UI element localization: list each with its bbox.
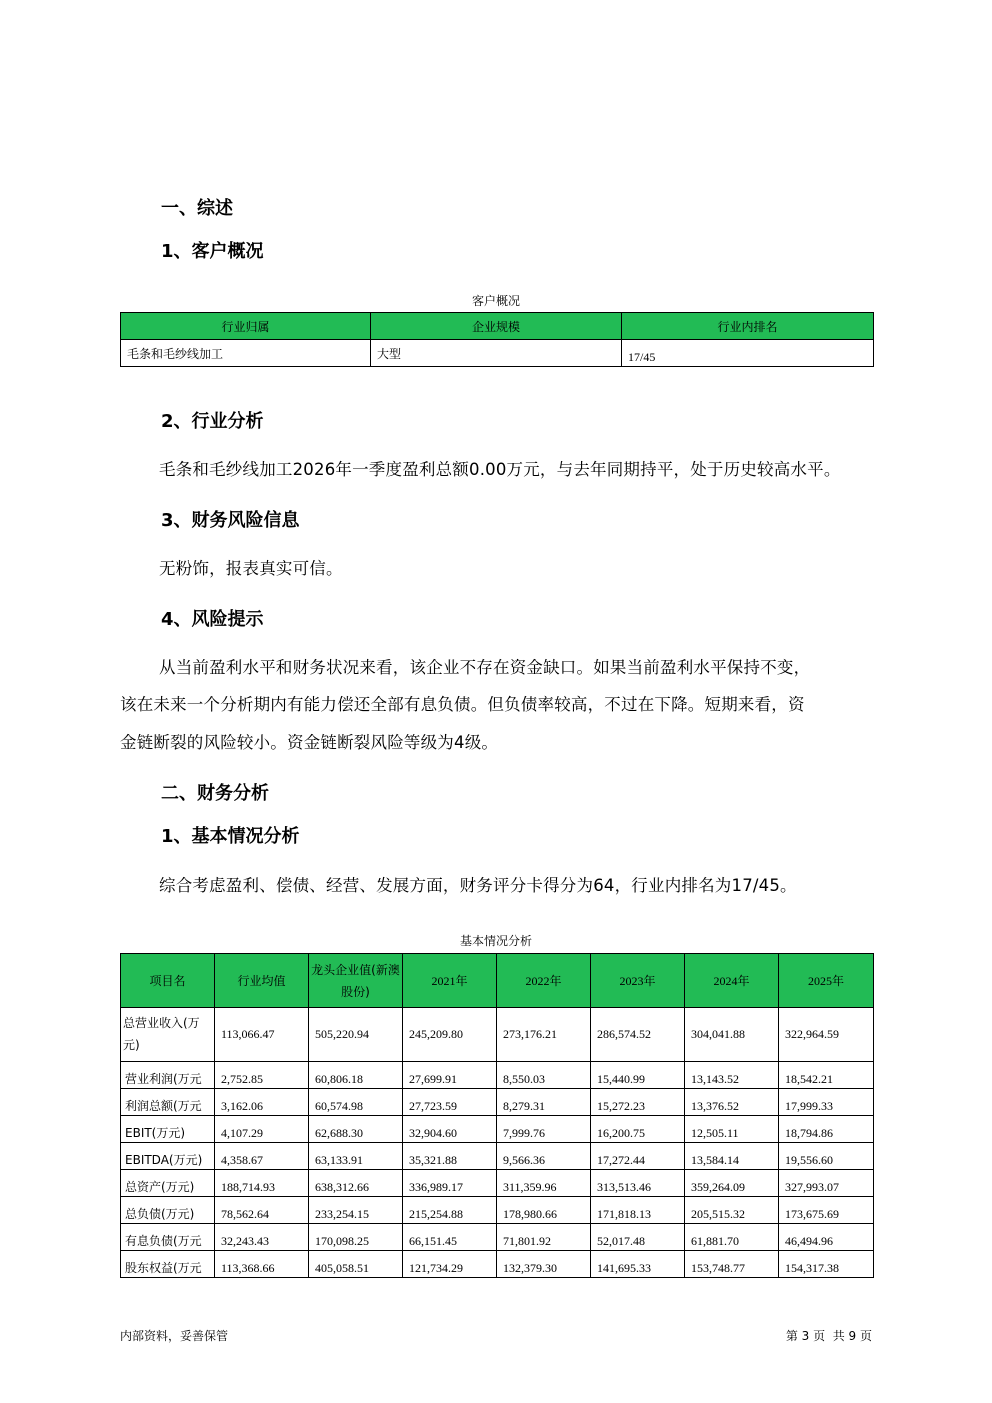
table-cell: 113,368.66 [215, 1251, 309, 1278]
table-cell: 113,066.47 [215, 1008, 309, 1062]
table-1-caption: 客户概况 [471, 294, 520, 308]
table-row [121, 1224, 874, 1251]
row-label: EBIT(万元) [121, 1116, 215, 1143]
table-cell: 273,176.21 [497, 1008, 591, 1062]
table-cell: 153,748.77 [685, 1251, 779, 1278]
table-cell: 313,513.46 [591, 1170, 685, 1197]
table-cell: 17,999.33 [779, 1089, 874, 1116]
header-2022: 2022年 [497, 954, 591, 1008]
table-cell: 3,162.06 [215, 1089, 309, 1116]
table-cell: 8,550.03 [497, 1062, 591, 1089]
header-industry: 行业归属 [121, 313, 371, 340]
financial-risk-text: 无粉饰，报表真实可信。 [159, 559, 343, 578]
table-row [121, 1197, 874, 1224]
basic-analysis-table [120, 953, 874, 1278]
header-industry-avg: 行业均值 [215, 954, 309, 1008]
table-cell: 121,734.29 [403, 1251, 497, 1278]
footer-page-number: 第 3 页 共 9 页 [785, 1329, 872, 1343]
header-2025: 2025年 [779, 954, 874, 1008]
table-cell: 4,107.29 [215, 1116, 309, 1143]
table-cell: 18,794.86 [779, 1116, 874, 1143]
table-row [121, 1251, 874, 1278]
table-cell: 336,989.17 [403, 1170, 497, 1197]
row-label: 营业利润(万元 [121, 1062, 215, 1089]
table-row [121, 1062, 874, 1089]
table-cell: 141,695.33 [591, 1251, 685, 1278]
table-cell: 60,574.98 [309, 1089, 403, 1116]
table-cell: 7,999.76 [497, 1116, 591, 1143]
table-cell: 245,209.80 [403, 1008, 497, 1062]
table-header-row [121, 954, 874, 1008]
row-label: 利润总额(万元 [121, 1089, 215, 1116]
subsection-1-3-heading: 3、财务风险信息 [161, 510, 300, 531]
header-scale: 企业规模 [371, 313, 622, 340]
cell-industry: 毛条和毛纱线加工 [121, 340, 371, 367]
table-cell: 154,317.38 [779, 1251, 874, 1278]
table-cell: 173,675.69 [779, 1197, 874, 1224]
header-leader-value: 龙头企业值(新澳股份) [309, 954, 403, 1008]
subsection-2-1-heading: 1、基本情况分析 [161, 826, 300, 847]
table-cell: 16,200.75 [591, 1116, 685, 1143]
table-cell: 188,714.93 [215, 1170, 309, 1197]
section-1-heading: 一、综述 [161, 198, 233, 219]
table-cell: 215,254.88 [403, 1197, 497, 1224]
table-cell: 27,699.91 [403, 1062, 497, 1089]
table-cell: 171,818.13 [591, 1197, 685, 1224]
header-2021: 2021年 [403, 954, 497, 1008]
header-2024: 2024年 [685, 954, 779, 1008]
customer-overview-table [120, 312, 874, 367]
table-cell: 405,058.51 [309, 1251, 403, 1278]
row-label: EBITDA(万元) [121, 1143, 215, 1170]
basic-analysis-text: 综合考虑盈利、偿债、经营、发展方面，财务评分卡得分为64，行业内排名为17/45。 [159, 876, 797, 895]
table-cell: 62,688.30 [309, 1116, 403, 1143]
table-cell: 32,243.43 [215, 1224, 309, 1251]
table-cell: 17,272.44 [591, 1143, 685, 1170]
table-cell: 233,254.15 [309, 1197, 403, 1224]
subsection-1-2-heading: 2、行业分析 [161, 411, 264, 432]
table-header-row [121, 313, 874, 340]
table-cell: 19,556.60 [779, 1143, 874, 1170]
row-label: 有息负债(万元 [121, 1224, 215, 1251]
table-cell: 13,584.14 [685, 1143, 779, 1170]
table-cell: 63,133.91 [309, 1143, 403, 1170]
risk-text-line-3: 金链断裂的风险较小。资金链断裂风险等级为4级。 [120, 733, 499, 752]
table-cell: 327,993.07 [779, 1170, 874, 1197]
row-label: 总资产(万元) [121, 1170, 215, 1197]
table-cell: 78,562.64 [215, 1197, 309, 1224]
table-cell: 4,358.67 [215, 1143, 309, 1170]
table-cell: 52,017.48 [591, 1224, 685, 1251]
table-cell: 15,272.23 [591, 1089, 685, 1116]
table-cell: 61,881.70 [685, 1224, 779, 1251]
cell-rank: 17/45 [622, 340, 874, 367]
table-cell: 13,376.52 [685, 1089, 779, 1116]
row-label: 总营业收入(万元) [121, 1008, 215, 1062]
table-cell: 2,752.85 [215, 1062, 309, 1089]
table-2-caption: 基本情况分析 [459, 934, 532, 948]
table-cell: 32,904.60 [403, 1116, 497, 1143]
table-cell: 170,098.25 [309, 1224, 403, 1251]
risk-text-line-1: 从当前盈利水平和财务状况来看，该企业不存在资金缺口。如果当前盈利水平保持不变， [159, 658, 811, 677]
table-cell: 311,359.96 [497, 1170, 591, 1197]
table-cell: 286,574.52 [591, 1008, 685, 1062]
table-cell: 8,279.31 [497, 1089, 591, 1116]
table-cell: 27,723.59 [403, 1089, 497, 1116]
table-cell: 35,321.88 [403, 1143, 497, 1170]
table-cell: 359,264.09 [685, 1170, 779, 1197]
table-cell: 178,980.66 [497, 1197, 591, 1224]
footer-confidential-note: 内部资料，妥善保管 [120, 1329, 229, 1343]
table-row [121, 1008, 874, 1062]
header-item: 项目名 [121, 954, 215, 1008]
row-label: 总负债(万元) [121, 1197, 215, 1224]
table-cell: 132,379.30 [497, 1251, 591, 1278]
subsection-1-4-heading: 4、风险提示 [161, 609, 264, 630]
table-cell: 66,151.45 [403, 1224, 497, 1251]
cell-scale: 大型 [371, 340, 622, 367]
table-row [121, 1116, 874, 1143]
header-rank: 行业内排名 [622, 313, 874, 340]
table-cell: 9,566.36 [497, 1143, 591, 1170]
table-row [121, 1170, 874, 1197]
header-2023: 2023年 [591, 954, 685, 1008]
table-row [121, 340, 874, 367]
table-cell: 12,505.11 [685, 1116, 779, 1143]
table-cell: 13,143.52 [685, 1062, 779, 1089]
row-label: 股东权益(万元 [121, 1251, 215, 1278]
table-row [121, 1143, 874, 1170]
table-cell: 46,494.96 [779, 1224, 874, 1251]
table-cell: 205,515.32 [685, 1197, 779, 1224]
table-cell: 18,542.21 [779, 1062, 874, 1089]
risk-text-line-2: 该在未来一个分析期内有能力偿还全部有息负债。但负债率较高，不过在下降。短期来看，资 [120, 695, 805, 714]
section-2-heading: 二、财务分析 [161, 783, 269, 804]
table-cell: 505,220.94 [309, 1008, 403, 1062]
table-cell: 60,806.18 [309, 1062, 403, 1089]
table-cell: 15,440.99 [591, 1062, 685, 1089]
table-cell: 304,041.88 [685, 1008, 779, 1062]
table-row [121, 1089, 874, 1116]
table-cell: 638,312.66 [309, 1170, 403, 1197]
table-cell: 71,801.92 [497, 1224, 591, 1251]
industry-analysis-text: 毛条和毛纱线加工2026年一季度盈利总额0.00万元，与去年同期持平，处于历史较高水平。 [159, 460, 841, 479]
table-cell: 322,964.59 [779, 1008, 874, 1062]
subsection-1-1-heading: 1、客户概况 [161, 241, 264, 262]
